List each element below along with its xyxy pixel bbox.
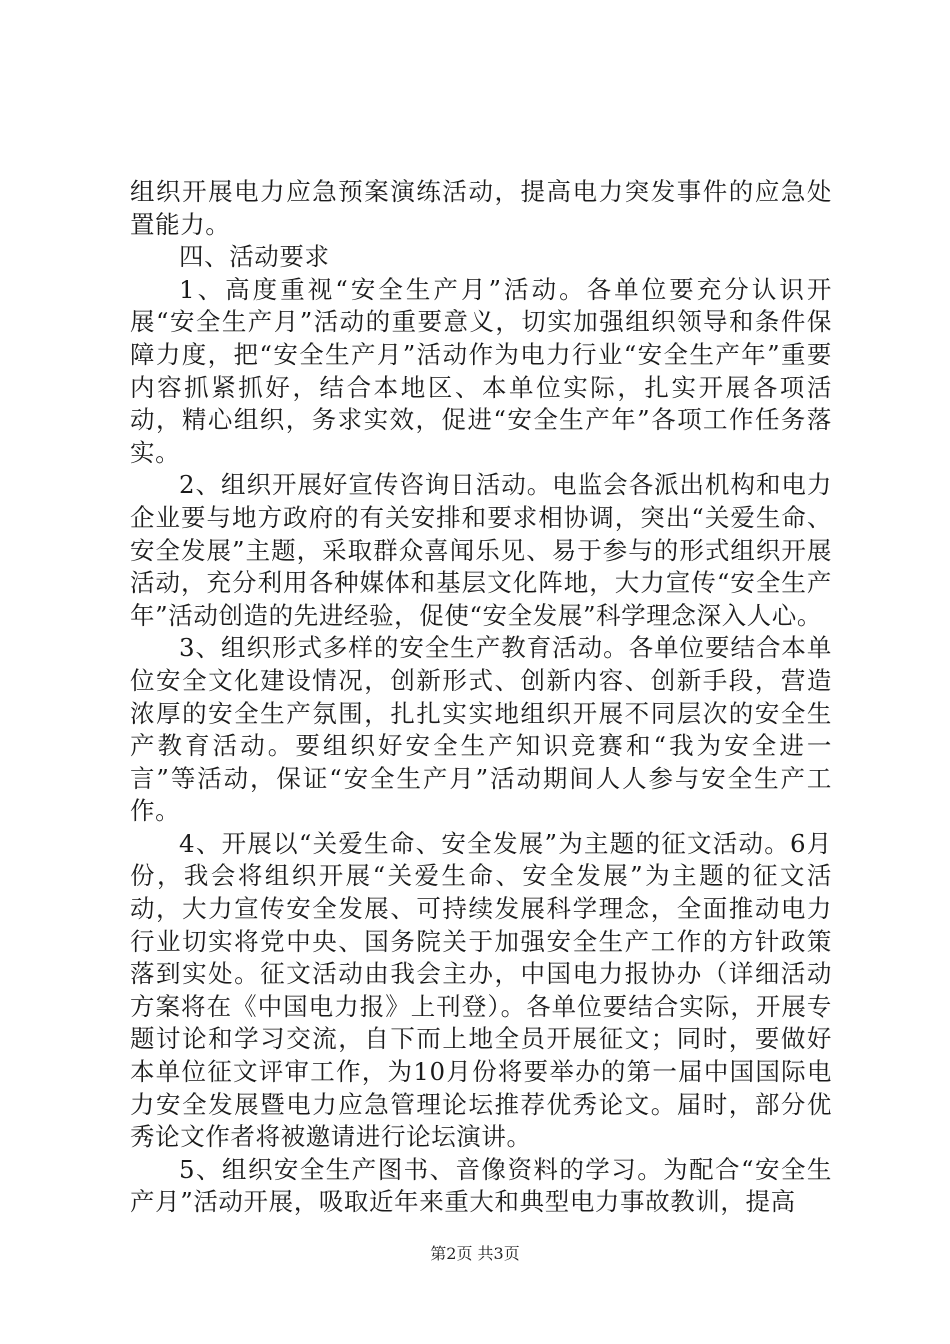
paragraph-continuation: 组织开展电力应急预案演练活动，提高电力突发事件的应急处置能力。 (130, 177, 832, 239)
page-number-label: 第2页 共3页 (430, 1244, 520, 1263)
paragraph-item-1: 1、高度重视“安全生产月”活动。各单位要充分认识开展“安全生产月”活动的重要意义，切实加强组织领导和条件保障力度，把“安全生产月”活动作为电力行业“安全生产年”重要内容抓紧抓好，结合本地区、本单位实际，扎实开展各项活动，精心组织，务求实效，促进“安全生产年”各项工作任务落实。 (130, 274, 832, 467)
paragraph-item-3: 3、组织形式多样的安全生产教育活动。各单位要结合本单位安全文化建设情况，创新形式、创新内容、创新手段，营造浓厚的安全生产氛围，扎扎实实地组织开展不同层次的安全生产教育活动。要组织好安全生产知识竞赛和“我为安全进一言”等活动，保证“安全生产月”活动期间人人参与安全生产工作。 (130, 633, 832, 826)
section-heading: 四、活动要求 (179, 242, 330, 272)
paragraph-item-2: 2、组织开展好宣传咨询日活动。电监会各派出机构和电力企业要与地方政府的有关安排和要求相协调，突出“关爱生命、安全发展”主题，采取群众喜闻乐见、易于参与的形式组织开展活动，充分利用各种媒体和基层文化阵地，大力宣传“安全生产年”活动创造的先进经验，促使“安全发展”科学理念深入人心。 (130, 470, 832, 630)
paragraph-item-5: 5、组织安全生产图书、音像资料的学习。为配合“安全生产月”活动开展，吸取近年来重大和典型电力事故教训，提高 (130, 1154, 832, 1217)
page-footer (0, 1244, 950, 1264)
document-body (130, 176, 832, 1219)
paragraph-item-4: 4、开展以“关爱生命、安全发展”为主题的征文活动。6月份，我会将组织开展“关爱生命、安全发展”为主题的征文活动，大力宣传安全发展、可持续发展科学理念，全面推动电力行业切实将党中央、国务院关于加强安全生产工作的方针政策落到实处。征文活动由我会主办，中国电力报协办（详细活动方案将在《中国电力报》上刊登）。各单位要结合实际，开展专题讨论和学习交流，自下而上地全员开展征文；同时，要做好本单位征文评审工作，为10月份将要举办的第一届中国国际电力安全发展暨电力应急管理论坛推荐优秀论文。届时，部分优秀论文作者将被邀请进行论坛演讲。 (130, 828, 832, 1152)
